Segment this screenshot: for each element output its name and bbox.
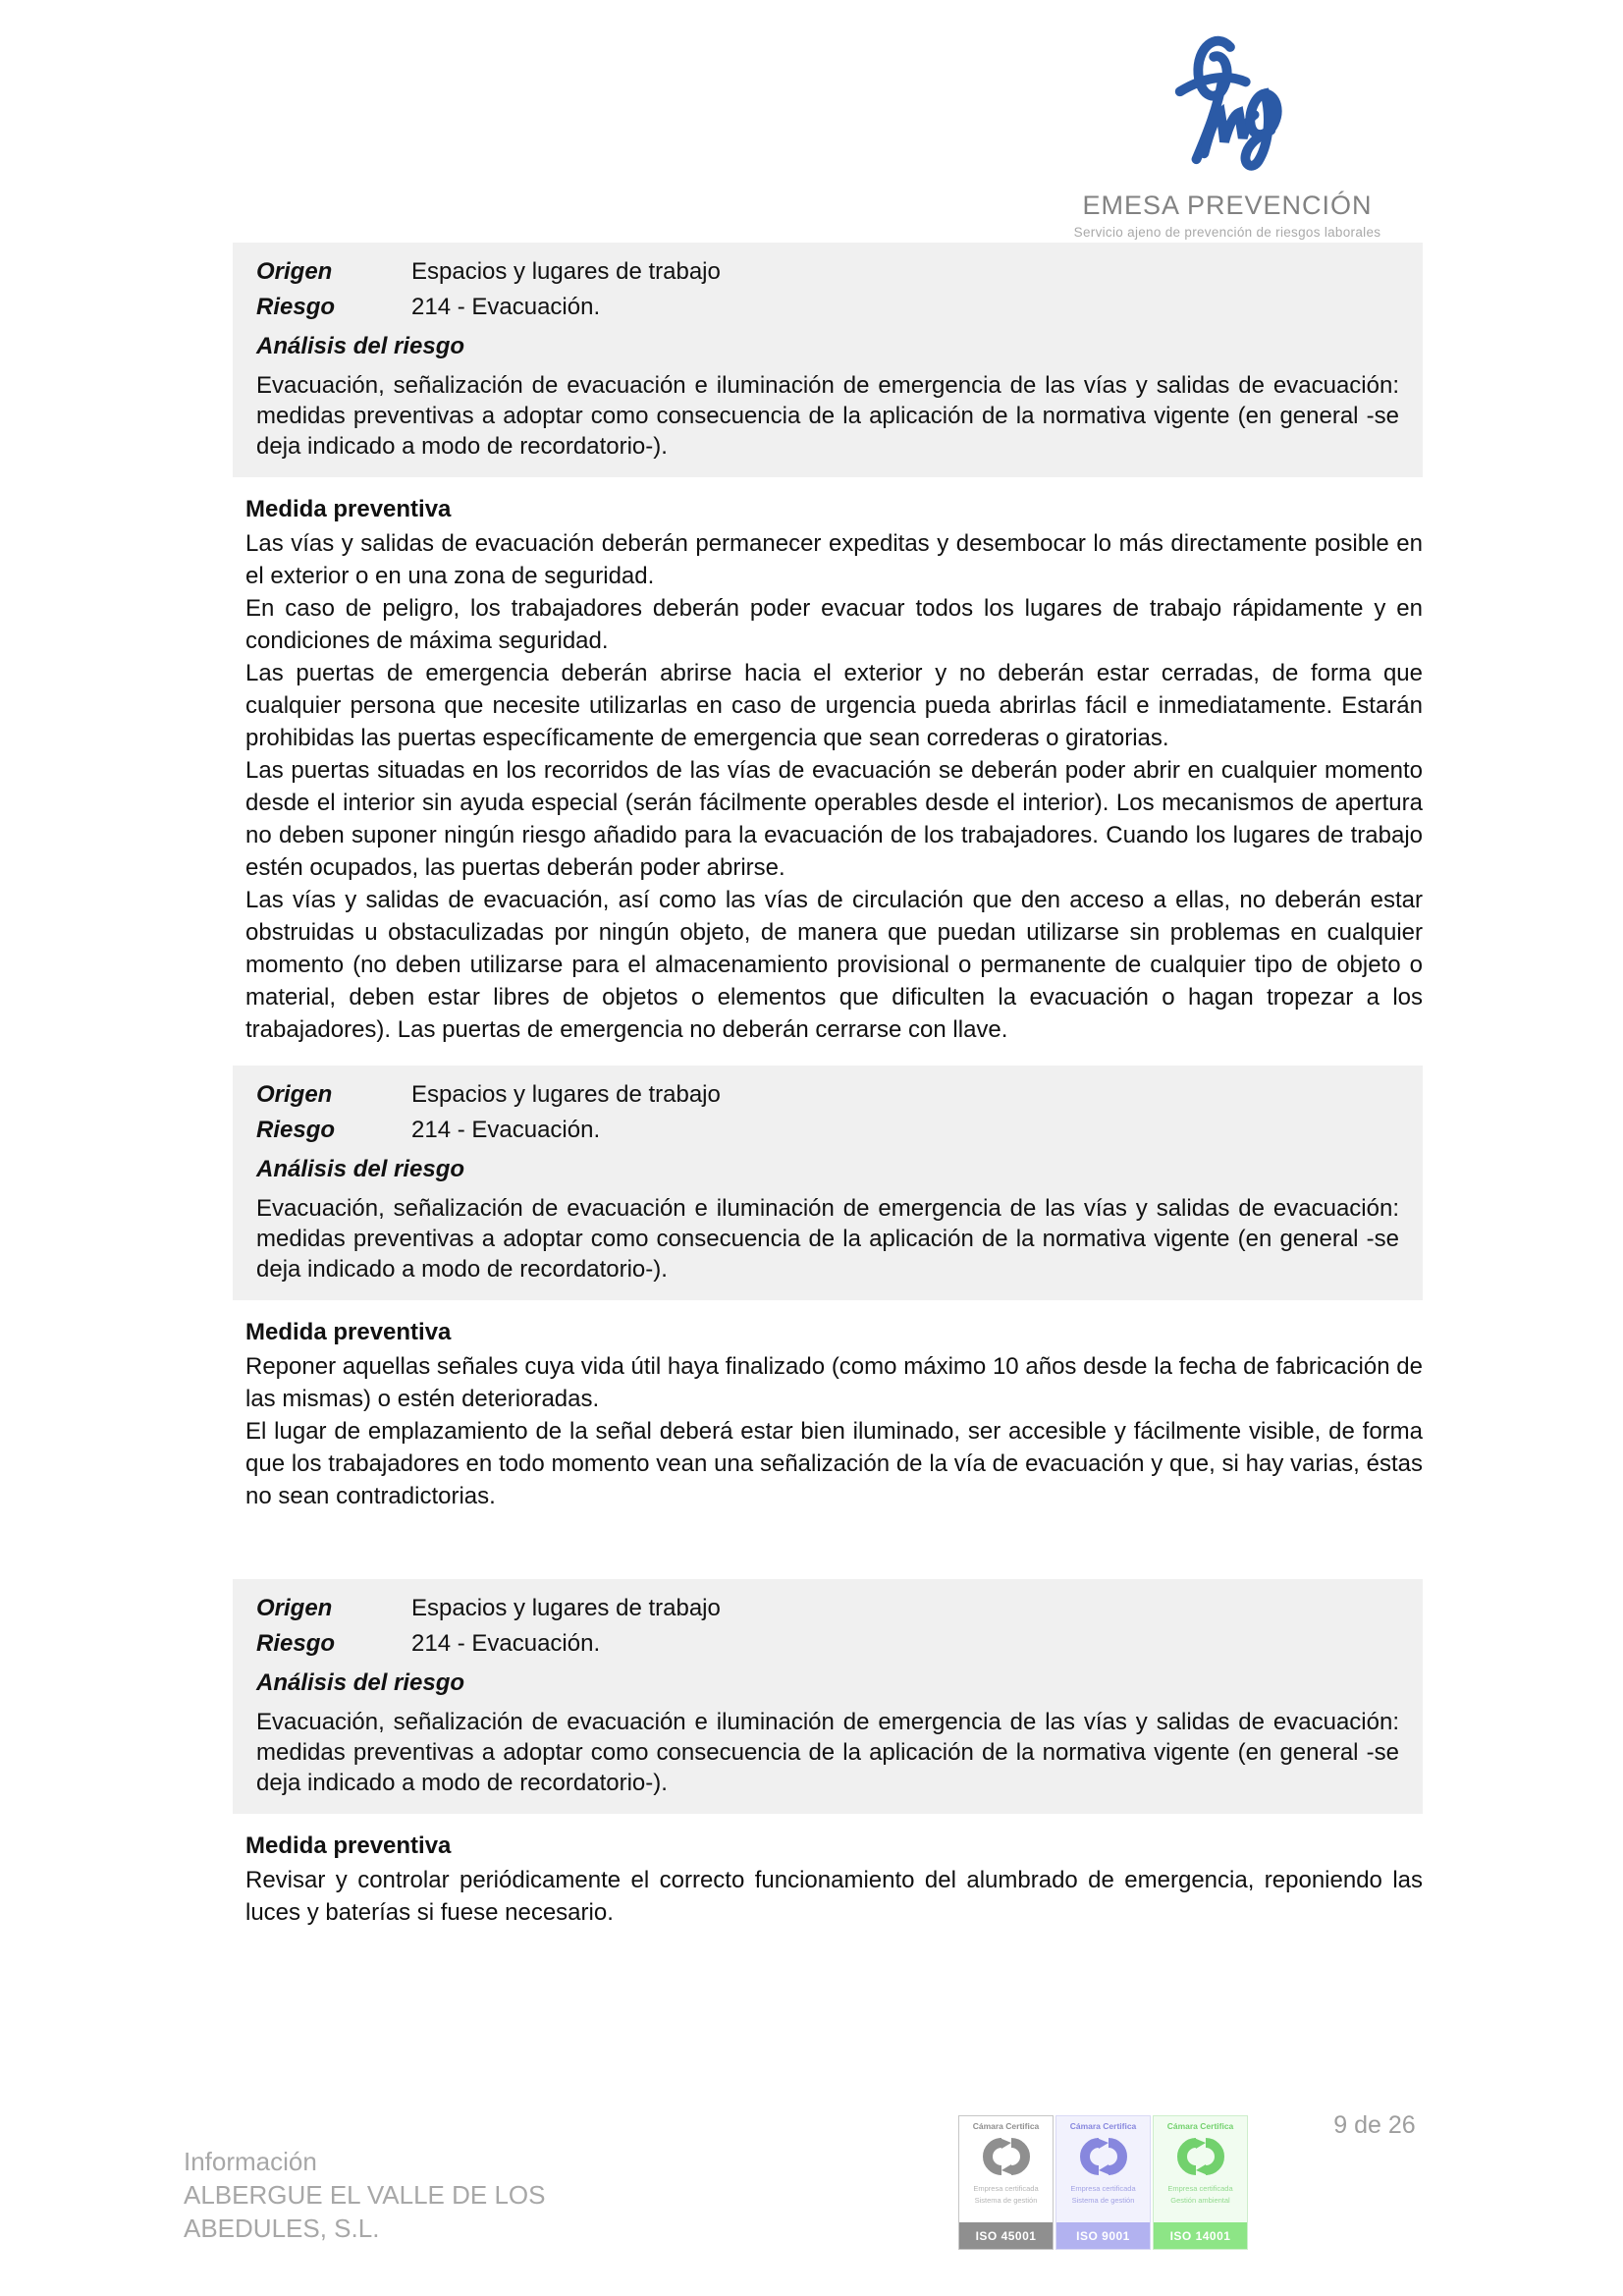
- cert-badge-line2: Sistema de gestión: [1071, 2196, 1135, 2205]
- riesgo-row: [256, 290, 1399, 325]
- cert-badge-line2: Sistema de gestión: [974, 2196, 1038, 2205]
- riesgo-label: Riesgo: [256, 294, 336, 320]
- analisis-text: Evacuación, señalización de evacuación e iluminación de emergencia de las vías y salidas de evacuación: medidas preventivas a adoptar como consecuencia de la aplicación de la normativa vigente (en general -se deja indicado a modo de recordatorio-).: [256, 1709, 1399, 1796]
- footer-info-label: Información: [184, 2147, 317, 2176]
- brand-name: EMESA PREVENCIÓN: [1082, 191, 1373, 220]
- cert-badge-header: Cámara Certifica: [1166, 2121, 1234, 2131]
- medida-paragraph: El lugar de emplazamiento de la señal deberá estar bien iluminado, ser accesible y fácilmente visible, de forma que los trabajadores en todo momento vean una señalización de la vía de evacuación y que, si hay varias, éstas no sean contradictorias.: [245, 1418, 1423, 1509]
- cert-badge-iso45001: [958, 2115, 1054, 2250]
- camara-certifica-cc-icon: [1071, 2135, 1136, 2178]
- analisis-heading: Análisis del riesgo: [256, 1669, 465, 1696]
- cert-badge-iso14001: [1153, 2115, 1248, 2250]
- iso-bar: ISO 45001: [959, 2222, 1053, 2249]
- riesgo-value: 214 - Evacuación.: [411, 1117, 601, 1143]
- cert-badge-header: Cámara Certifica: [1069, 2121, 1137, 2131]
- cert-badge-line2: Gestión ambiental: [1170, 2196, 1230, 2205]
- risk-section-2: [233, 1066, 1423, 1512]
- analisis-heading: Análisis del riesgo: [256, 1156, 465, 1182]
- footer-company-line2: ABEDULES, S.L.: [184, 2214, 380, 2243]
- medida-paragraph: En caso de peligro, los trabajadores deberán poder evacuar todos los lugares de trabajo rápidamente y en condiciones de máxima seguridad.: [245, 595, 1423, 654]
- brand-tagline: Servicio ajeno de prevención de riesgos laborales: [1073, 225, 1381, 240]
- risk-card: [233, 243, 1423, 477]
- emesa-logo-icon: [1164, 29, 1290, 185]
- analisis-heading: Análisis del riesgo: [256, 333, 465, 359]
- iso-bar: ISO 9001: [1056, 2222, 1150, 2249]
- cert-badge-line1: Empresa certificada: [973, 2184, 1039, 2193]
- riesgo-value: 214 - Evacuación.: [411, 294, 601, 320]
- origen-label: Origen: [256, 1081, 333, 1108]
- riesgo-label: Riesgo: [256, 1630, 336, 1657]
- origen-value: Espacios y lugares de trabajo: [411, 1081, 721, 1108]
- analisis-text: Evacuación, señalización de evacuación e iluminación de emergencia de las vías y salidas de evacuación: medidas preventivas a adoptar como consecuencia de la aplicación de la normativa vigente (en general -se deja indicado a modo de recordatorio-).: [256, 372, 1399, 460]
- medida-paragraph: Reponer aquellas señales cuya vida útil haya finalizado (como máximo 10 años desde la fecha de fabricación de las mismas) o estén deterioradas.: [245, 1353, 1423, 1412]
- medida-paragraph: Las puertas situadas en los recorridos de las vías de evacuación se deberán poder abrir en cualquier momento desde el interior sin ayuda especial (serán fácilmente operables desde el interior). Los mecanismos de apertura no deben suponer ningún riesgo añadido para la evacuación de los trabajadores. Cuando los lugares de trabajo estén ocupados, las puertas deberán poder abrirse.: [245, 757, 1423, 881]
- risk-section-1: [233, 243, 1423, 1046]
- medida-block: [245, 1318, 1423, 1512]
- analisis-text: Evacuación, señalización de evacuación e iluminación de emergencia de las vías y salidas de evacuación: medidas preventivas a adoptar como consecuencia de la aplicación de la normativa vigente (en general -se deja indicado a modo de recordatorio-).: [256, 1195, 1399, 1283]
- riesgo-label: Riesgo: [256, 1117, 336, 1143]
- origen-value: Espacios y lugares de trabajo: [411, 258, 721, 285]
- medida-heading: Medida preventiva: [245, 1319, 452, 1345]
- riesgo-row: [256, 1626, 1399, 1662]
- footer-company-line1: ALBERGUE EL VALLE DE LOS: [184, 2180, 546, 2210]
- origen-row: [256, 1077, 1399, 1113]
- certification-badges: [958, 2115, 1248, 2250]
- medida-paragraph: Las puertas de emergencia deberán abrirse hacia el exterior y no deberán estar cerradas, de forma que cualquier persona que necesite utilizarlas en caso de urgencia pueda abrirlas fácil e inmediatamente. Estarán prohibidas las puertas específicamente de emergencia que sean correderas o giratorias.: [245, 660, 1423, 751]
- page-number: 9 de 26: [1333, 2111, 1416, 2139]
- riesgo-row: [256, 1113, 1399, 1148]
- medida-heading: Medida preventiva: [245, 1832, 452, 1859]
- risk-section-3: [233, 1579, 1423, 1929]
- origen-value: Espacios y lugares de trabajo: [411, 1595, 721, 1621]
- iso-bar: ISO 14001: [1154, 2222, 1247, 2249]
- camara-certifica-cc-icon: [1168, 2135, 1233, 2178]
- brand-block: [1041, 29, 1414, 240]
- cert-badge-header: Cámara Certifica: [972, 2121, 1040, 2131]
- origen-row: [256, 1591, 1399, 1626]
- medida-block: [245, 495, 1423, 1046]
- risk-card: [233, 1579, 1423, 1814]
- risk-card: [233, 1066, 1423, 1300]
- cert-badge-line1: Empresa certificada: [1167, 2184, 1233, 2193]
- origen-label: Origen: [256, 1595, 333, 1621]
- origen-label: Origen: [256, 258, 333, 285]
- origen-row: [256, 254, 1399, 290]
- camara-certifica-cc-icon: [974, 2135, 1039, 2178]
- medida-paragraph: Revisar y controlar periódicamente el correcto funcionamiento del alumbrado de emergencia, reponiendo las luces y baterías si fuese necesario.: [245, 1867, 1423, 1926]
- medida-paragraph: Las vías y salidas de evacuación deberán permanecer expeditas y desembocar lo más directamente posible en el exterior o en una zona de seguridad.: [245, 530, 1423, 589]
- medida-heading: Medida preventiva: [245, 496, 452, 522]
- footer-company-block: [184, 2145, 546, 2245]
- riesgo-value: 214 - Evacuación.: [411, 1630, 601, 1657]
- cert-badge-iso9001: [1055, 2115, 1151, 2250]
- medida-block: [245, 1831, 1423, 1929]
- cert-badge-line1: Empresa certificada: [1070, 2184, 1136, 2193]
- medida-paragraph: Las vías y salidas de evacuación, así como las vías de circulación que den acceso a ellas, no deberán estar obstruidas u obstaculizadas por ningún objeto, de manera que puedan utilizarse sin problemas en cualquier momento (no deben utilizarse para el almacenamiento provisional o permanente de cualquier tipo de objeto o material, deben estar libres de objetos o elementos que dificulten la evacuación o hagan tropezar a los trabajadores). Las puertas de emergencia no deberán cerrarse con llave.: [245, 887, 1423, 1043]
